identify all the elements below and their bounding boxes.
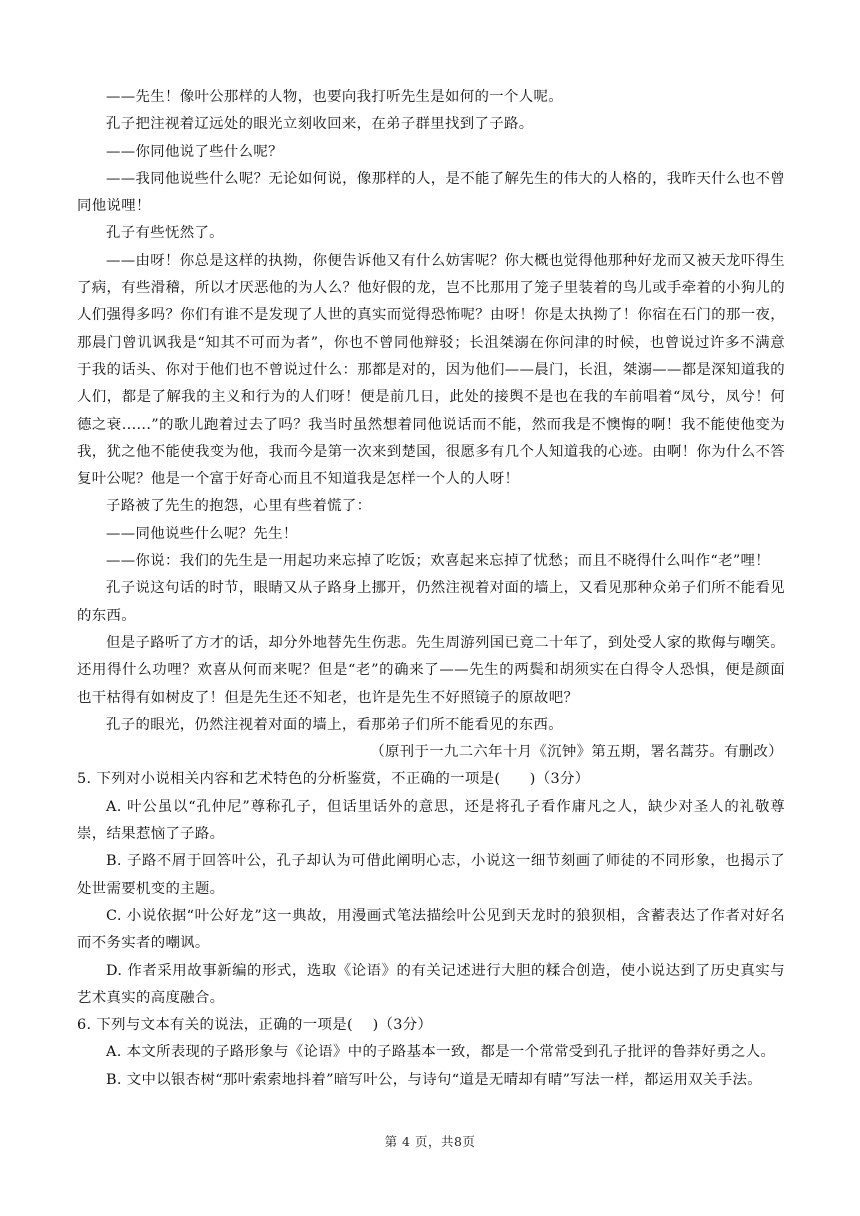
question-stem: 6. 下列与文本有关的说法，正确的一项是( )（3分） <box>77 1017 433 1034</box>
paragraph: ——先生！像叶公那样的人物，也要向我打听先生是如何的一个人呢。 <box>106 89 563 105</box>
option-a: A. 本文所表现的子路形象与《论语》中的子路基本一致，都是一个常常受到孔子批评的鲁莽好勇之人。 <box>106 1044 776 1061</box>
passage <box>77 84 785 766</box>
question-6 <box>77 1012 785 1094</box>
paragraph: ——由呀！你总是这样的执拗，你便告诉他又有什么妨害呢？你大概也觉得他那种好龙而又被天龙吓得生了病，有些滑稽，所以才厌恶他的为人么？他好假的龙，岂不比那用了笼子里装着的鸟儿或手牵着的小狗儿的人们强得多吗？你们有谁不是发现了人世的真实而觉得恐怖呢？由呀！你是太执拗了！你宿在石门的那一夜，那晨门曾讥讽我是“知其不可而为者”，你也不曾同他辩驳；长沮桀溺在你问津的时候，也曾说过许多不满意于我的话头、你对于他们也不曾说过什么：那都是对的，因为他们——晨门，长沮，桀溺——都是深知道我的人们，都是了解我的主义和行为的人们呀！便是前几日，此处的接舆不是也在我的车前唱着“凤兮，凤兮！何德之衰......”的歌儿跑着过去了吗？我当时虽然想着同他说话而不能，然而我是不懊悔的啊！我不能使他变为我，犹之他不能使我变为他，我而今是第一次来到楚国，很愿多有几个人知道我的心迹。由啊！你为什么不答复叶公呢？他是一个富于好奇心而且不知道我是怎样一个人的人呀！ <box>77 252 785 488</box>
paragraph: 但是子路听了方才的话，却分外地替先生伤悲。先生周游列国已竟二十年了，到处受人家的欺侮与嘲笑。还用得什么功哩？欢喜从何而来呢？但是“老”的确来了——先生的两鬓和胡须实在白得令人恐惧，便是颜面也干枯得有如树皮了！但是先生还不知老，也许是先生不好照镜子的原故吧？ <box>77 634 785 706</box>
option-d: D. 作者采用故事新编的形式，选取《论语》的有关记述进行大胆的糅合创造，使小说达到了历史真实与艺术真实的高度融合。 <box>77 962 785 1006</box>
option-c: C. 小说依据“叶公好龙”这一典故，用漫画式笔法描绘叶公见到天龙时的狼狈相，含蓄表达了作者对好名而不务实者的嘲讽。 <box>77 907 785 952</box>
option-a: A. 叶公虽以“孔仲尼”尊称孔子，但话里话外的意思，还是将孔子看作庸凡之人，缺少对圣人的礼敬尊崇，结果惹恼了子路。 <box>77 798 785 843</box>
paragraph: 孔子有些怃然了。 <box>106 225 224 242</box>
exam-page <box>77 84 785 1094</box>
paragraph: ——我同他说些什么呢？无论如何说，像那样的人，是不能了解先生的伟大的人格的，我昨天什么也不曾同他说哩！ <box>77 170 785 215</box>
page-number: 第 4 页，共8页 <box>384 1134 476 1149</box>
question-5 <box>77 766 785 1012</box>
paragraph: ——你同他说了些什么呢？ <box>106 143 283 160</box>
option-b: B. 子路不屑于回答叶公，孔子却认为可借此阐明心志，小说这一细节刻画了师徒的不同形象，也揭示了处世需要机变的主题。 <box>77 853 785 897</box>
option-b: B. 文中以银杏树“那叶索索地抖着”暗写叶公，与诗句“道是无晴却有晴”写法一样，都运用双关手法。 <box>106 1071 762 1088</box>
question-stem: 5. 下列对小说相关内容和艺术特色的分析鉴赏，不正确的一项是( )（3分） <box>77 771 590 788</box>
paragraph: 孔子把注视着辽远处的眼光立刻收回来，在弟子群里找到了子路。 <box>106 116 534 133</box>
paragraph: 孔子的眼光，仍然注视着对面的墙上，看那弟子们所不能看见的东西。 <box>106 716 563 733</box>
source-note: （原刊于一九二六年十月《沉钟》第五期，署名蒿芬。有删改） <box>370 744 783 761</box>
paragraph: 子路被了先生的抱怨，心里有些着慌了： <box>106 498 372 515</box>
paragraph: 孔子说这句话的时节，眼睛又从子路身上挪开，仍然注视着对面的墙上，又看见那种众弟子们所不能看见的东西。 <box>77 580 785 624</box>
paragraph: ——你说：我们的先生是一用起功来忘掉了吃饭；欢喜起来忘掉了忧愁；而且不晓得什么叫作“老”哩！ <box>106 553 771 570</box>
paragraph: ——同他说些什么呢？先生！ <box>106 525 298 542</box>
